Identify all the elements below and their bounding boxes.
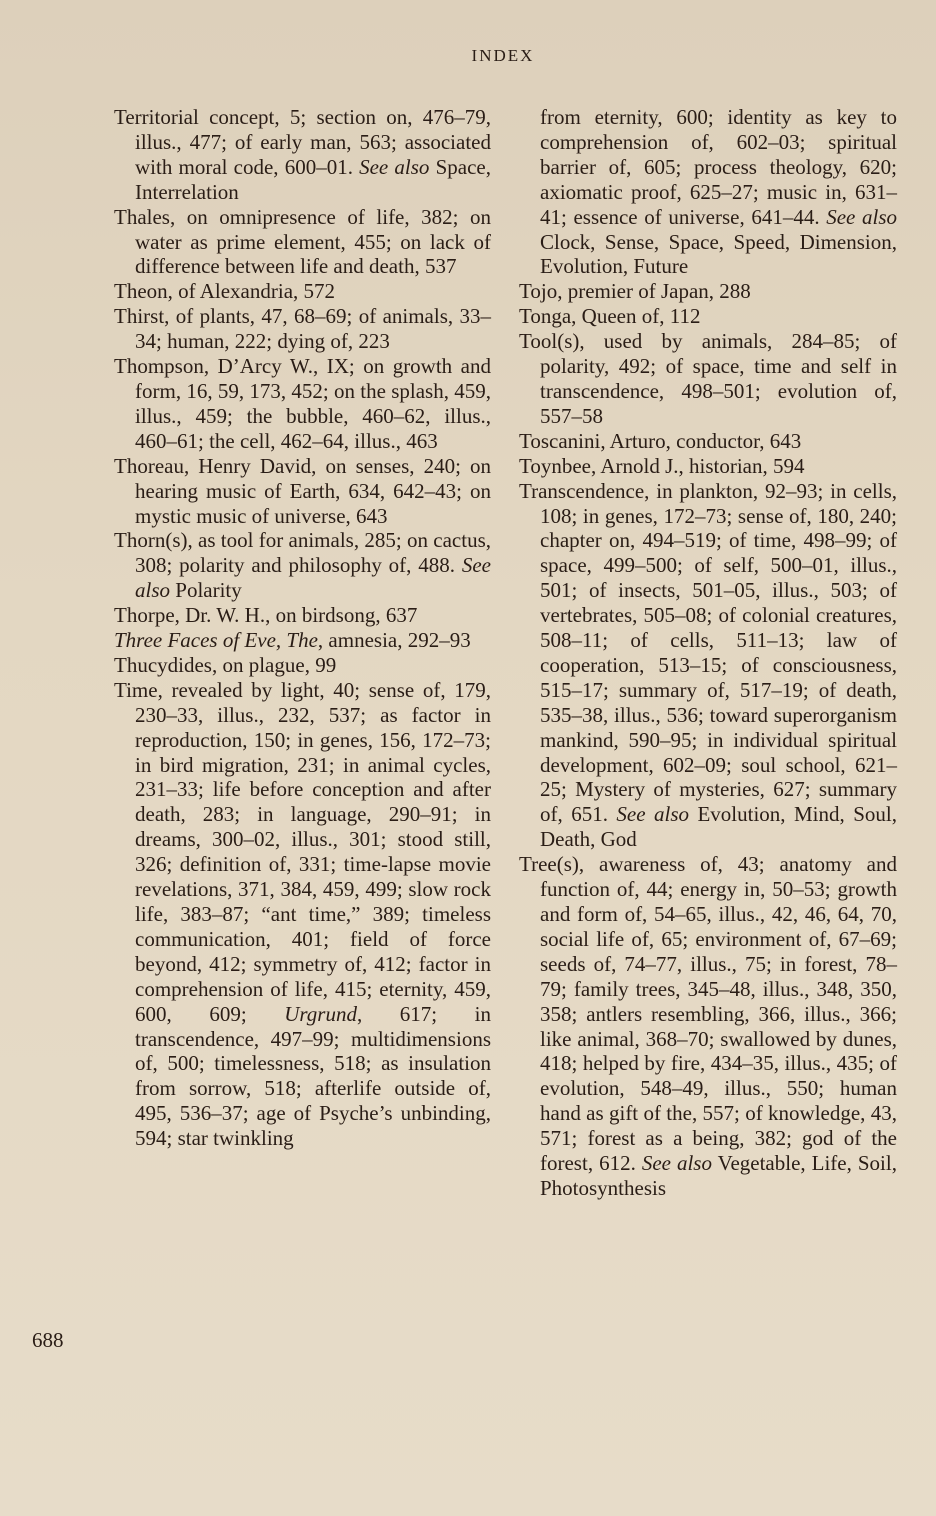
- index-entry: [114, 354, 491, 454]
- index-entry: [114, 105, 491, 205]
- index-entry-continuation: [519, 105, 897, 279]
- index-entry: [519, 329, 897, 429]
- italic-text: Three Faces of Eve, The: [114, 628, 318, 653]
- entry-text: , 617; in transcendence, 497–99; multidimensions of, 500; timelessness, 518; as insulation from sorrow, 518; afterlife outside of, 495, 536–37; age of Psyche’s unbinding, 594; star twinkling: [135, 1001, 491, 1151]
- entry-text: Thompson, D’Arcy W., IX; on growth and form, 16, 59, 173, 452; on the splash, 459, illus., 459; the bubble, 460–62, illus., 460–61; the cell, 462–64, illus., 463: [114, 354, 491, 453]
- italic-text: See also: [135, 553, 491, 603]
- entry-text: Polarity: [170, 578, 242, 603]
- entry-text: Thorn(s), as tool for animals, 285; on cactus, 308; polarity and philosophy of, 488.: [114, 528, 491, 578]
- entry-text: Clock, Sense, Space, Speed, Dimension, Evolution, Future: [540, 229, 897, 279]
- italic-text: See also: [359, 154, 430, 179]
- entry-text: Toynbee, Arnold J., historian, 594: [519, 453, 805, 478]
- index-entry: [114, 678, 491, 1151]
- italic-text: Urgrund: [284, 1001, 357, 1026]
- entry-text: Thoreau, Henry David, on senses, 240; on hearing music of Earth, 634, 642–43; on mystic music of universe, 643: [114, 453, 491, 528]
- index-entry: [114, 653, 491, 678]
- entry-text: Tonga, Queen of, 112: [519, 304, 701, 329]
- index-entry: [519, 454, 897, 479]
- italic-text: See also: [641, 1151, 712, 1176]
- entry-text: Vegetable, Life, Soil, Photosynthesis: [540, 1151, 897, 1200]
- italic-text: See also: [616, 802, 690, 827]
- index-entry: [114, 205, 491, 280]
- entry-text: Thorpe, Dr. W. H., on birdsong, 637: [114, 603, 418, 628]
- index-entry: [114, 603, 491, 628]
- index-entry: [114, 454, 491, 529]
- entry-text: Time, revealed by light, 40; sense of, 179, 230–33, illus., 232, 537; as factor in reproduction, 150; in genes, 156, 172–73; in bird migration, 231; in animal cycles, 231–33; life before conception and after death, 283; in language, 290–91; in dreams, 300–02, illus., 301; stood still, 326; definition of, 331; time-lapse movie revelations, 371, 384, 459, 499; slow rock life, 383–87; “ant time,” 389; timeless communication, 401; field of force beyond, 412; symmetry of, 412; factor in comprehension of life, 415; eternity, 459, 600, 609;: [114, 677, 491, 1026]
- index-column-left: [114, 105, 491, 1151]
- entry-text: Tojo, premier of Japan, 288: [519, 279, 751, 304]
- index-entry: [114, 528, 491, 603]
- entry-text: Territorial concept, 5; section on, 476–79, illus., 477; of early man, 563; associated with moral code, 600–01.: [114, 105, 491, 179]
- index-entry: [519, 852, 897, 1201]
- index-entry: [114, 628, 491, 653]
- page-number: 688: [32, 1328, 64, 1352]
- index-entry: [114, 279, 491, 304]
- running-header: INDEX: [471, 46, 535, 65]
- entry-text: Space, Interrelation: [135, 154, 491, 204]
- index-entry: [519, 429, 897, 454]
- entry-text: Transcendence, in plankton, 92–93; in cells, 108; in genes, 172–73; sense of, 180, 240; chapter on, 494–519; of time, 498–99; of space, 499–500; of self, 500–01, illus., 501; of insects, 501–05, illus., 503; of vertebrates, 505–08; of colonial creatures, 508–11; of cells, 511–13; law of cooperation, 513–15; of consciousness, 515–17; summary of, 517–19; of death, 535–38, illus., 536; toward superorganism mankind, 590–95; in individual spiritual development, 602–09; soul school, 621–25; Mystery of mysteries, 627; summary of, 651.: [519, 478, 897, 827]
- index-column-right: [519, 105, 897, 1201]
- index-entry: [519, 479, 897, 853]
- entry-text: Thales, on omnipresence of life, 382; on water as prime element, 455; on lack of difference between life and death, 537: [114, 204, 491, 279]
- index-entry: [519, 304, 897, 329]
- index-entry: [519, 279, 897, 304]
- entry-text: Thirst, of plants, 47, 68–69; of animals, 33–34; human, 222; dying of, 223: [114, 304, 491, 354]
- entry-text: , amnesia, 292–93: [317, 628, 471, 653]
- index-entry: [114, 304, 491, 354]
- entry-text: Tool(s), used by animals, 284–85; of polarity, 492; of space, time and self in transcendence, 498–501; evolution of, 557–58: [519, 329, 897, 428]
- entry-text: Thucydides, on plague, 99: [114, 652, 337, 677]
- entry-text: from eternity, 600; identity as key to comprehension of, 602–03; spiritual barrier of, 605; process theology, 620; axiomatic proof, 625–27; music in, 631–41; essence of universe, 641–44.: [540, 105, 897, 229]
- entry-text: Theon, of Alexandria, 572: [114, 279, 336, 304]
- entry-text: Toscanini, Arturo, conductor, 643: [519, 428, 802, 453]
- entry-text: Evolution, Mind, Soul, Death, God: [540, 802, 897, 852]
- italic-text: See also: [826, 204, 897, 229]
- entry-text: Tree(s), awareness of, 43; anatomy and function of, 44; energy in, 50–53; growth and form of, 54–65, illus., 42, 46, 64, 70, social life of, 65; environment of, 67–69; seeds of, 74–77, illus., 75; in forest, 78–79; family trees, 345–48, illus., 348, 350, 358; antlers resembling, 366, illus., 366; like animal, 368–70; swallowed by dunes, 418; helped by fire, 434–35, illus., 435; of evolution, 548–49, illus., 550; human hand as gift of the, 557; of knowledge, 43, 571; forest as a being, 382; god of the forest, 612.: [519, 852, 897, 1176]
